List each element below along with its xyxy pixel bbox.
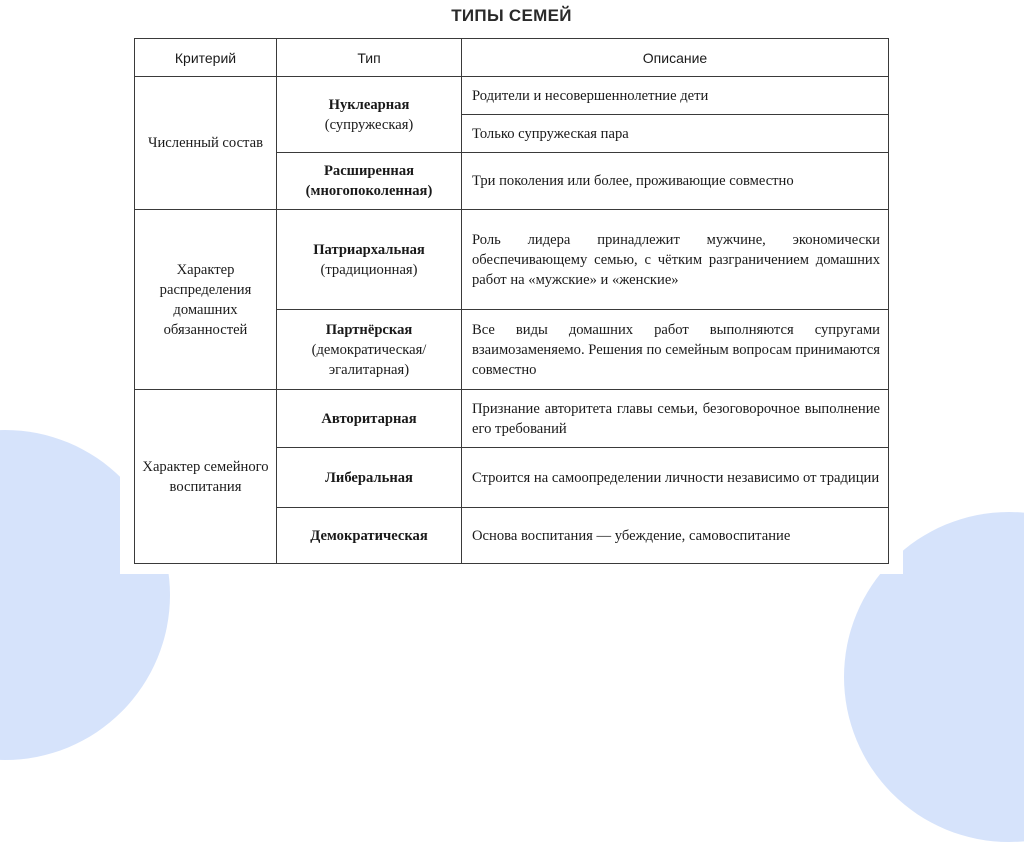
description-cell: Все виды домашних работ выполняются супругами взаимозаменяемо. Решения по семейным вопросам принимаются совместно [462, 310, 889, 390]
column-header-description: Описание [462, 39, 889, 77]
table-row [135, 390, 889, 448]
type-cell [277, 153, 462, 210]
type-name: Патриархальная [313, 241, 425, 258]
table-header-row [135, 39, 889, 77]
slide [120, 0, 903, 574]
family-types-table [134, 38, 889, 564]
type-subtitle: (традиционная) [320, 261, 418, 278]
type-name: Либеральная [325, 469, 413, 486]
description-cell: Три поколения или более, проживающие совместно [462, 153, 889, 210]
description-cell: Признание авторитета главы семьи, безоговорочное выполнение его требований [462, 390, 889, 448]
criterion-cell: Численный состав [135, 77, 277, 210]
type-name: Нуклеарная [328, 96, 410, 113]
type-cell [277, 448, 462, 508]
type-name: Демократическая [310, 527, 428, 544]
type-cell [277, 310, 462, 390]
description-cell: Основа воспитания — убеждение, самовоспитание [462, 508, 889, 564]
type-subtitle: (демократическая/ эгалитарная) [311, 341, 427, 378]
description-cell: Роль лидера принадлежит мужчине, экономически обеспечивающему семью, с чётким разграничением домашних работ на «мужские» и «женские» [462, 210, 889, 310]
table-row [135, 210, 889, 310]
type-subtitle: (супружеская) [324, 116, 414, 133]
column-header-type: Тип [277, 39, 462, 77]
type-name: Партнёрская [325, 321, 413, 338]
description-cell: Только супружеская пара [462, 115, 889, 153]
page-title: ТИПЫ СЕМЕЙ [451, 6, 572, 25]
type-cell [277, 390, 462, 448]
column-header-criterion: Критерий [135, 39, 277, 77]
criterion-cell: Характер распределения домашних обязанностей [135, 210, 277, 390]
table-row [135, 77, 889, 115]
type-cell [277, 77, 462, 153]
type-cell [277, 210, 462, 310]
type-name: Расширенная [323, 163, 415, 179]
description-cell: Родители и несовершеннолетние дети [462, 77, 889, 115]
type-name: Авторитарная [321, 410, 417, 427]
criterion-cell: Характер семейного воспитания [135, 390, 277, 564]
description-cell: Строится на самоопределении личности независимо от традиции [462, 448, 889, 508]
type-cell [277, 508, 462, 564]
type-subtitle: (многопоколенная) [305, 183, 433, 199]
